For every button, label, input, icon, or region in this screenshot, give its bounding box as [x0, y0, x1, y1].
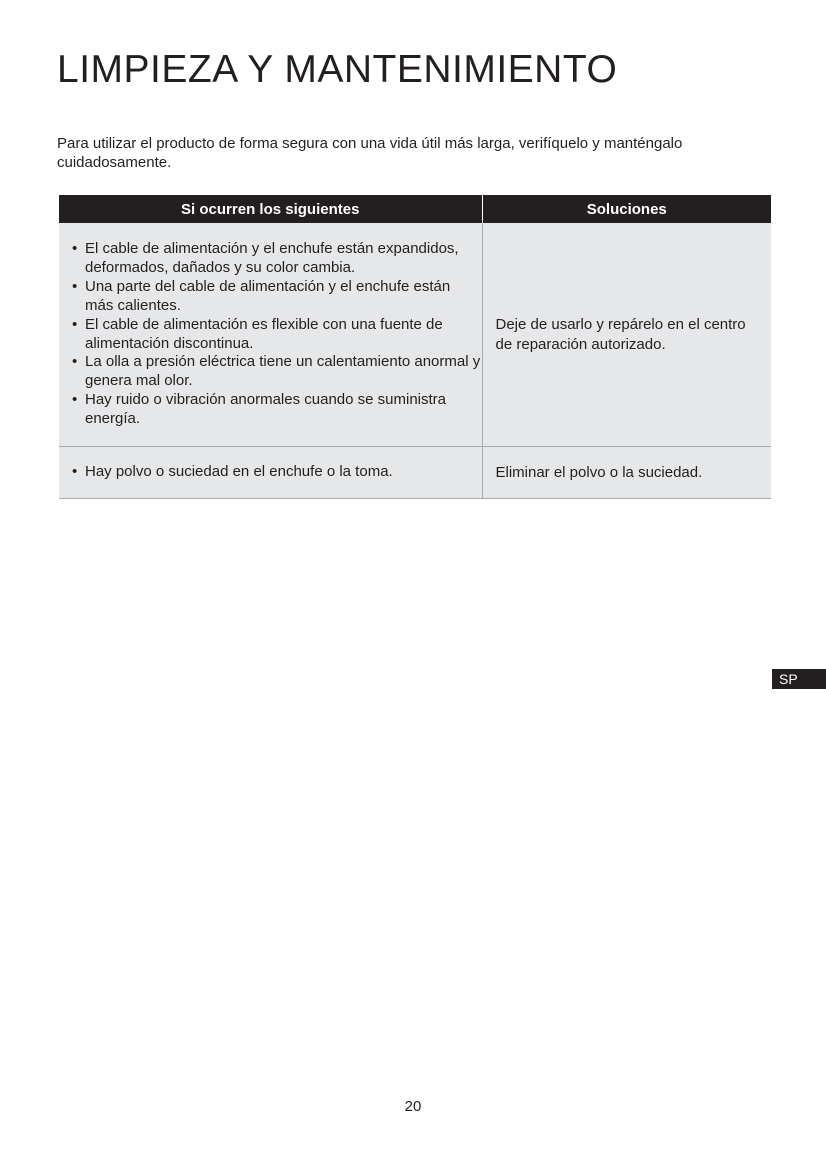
table-header-row — [59, 195, 771, 223]
intro-paragraph: Para utilizar el producto de forma segura con una vida útil más larga, verifíquelo y manténgalo cuidadosamente. — [57, 135, 683, 171]
condition-item: • Hay polvo o suciedad en el enchufe o la toma. — [72, 463, 482, 482]
page-title: LIMPIEZA Y MANTENIMIENTO — [57, 48, 618, 91]
condition-item: • Una parte del cable de alimentación y el enchufe están más calientes. — [72, 278, 482, 316]
condition-item: • El cable de alimentación y el enchufe están expandidos, deformados, dañados y su color cambia. — [72, 240, 482, 278]
header-conditions: Si ocurren los siguientes — [59, 195, 482, 223]
condition-item: • Hay ruido o vibración anormales cuando se suministra energía. — [72, 391, 482, 429]
conditions-list — [72, 463, 482, 482]
page-number: 20 — [404, 1098, 422, 1115]
solution-cell: Deje de usarlo y repárelo en el centro de reparación autorizado. — [482, 223, 771, 447]
language-tab: SP — [772, 669, 826, 689]
solution-cell: Eliminar el polvo o la suciedad. — [482, 447, 771, 499]
table-row — [59, 447, 771, 499]
header-solutions: Soluciones — [482, 195, 771, 223]
conditions-list — [72, 240, 482, 429]
condition-item: • La olla a presión eléctrica tiene un calentamiento anormal y genera mal olor. — [72, 353, 482, 391]
condition-item: • El cable de alimentación es flexible con una fuente de alimentación discontinua. — [72, 316, 482, 354]
maintenance-table-container — [59, 195, 771, 499]
conditions-cell — [59, 447, 482, 499]
maintenance-table — [59, 195, 771, 499]
table-row — [59, 223, 771, 447]
conditions-cell — [59, 223, 482, 447]
